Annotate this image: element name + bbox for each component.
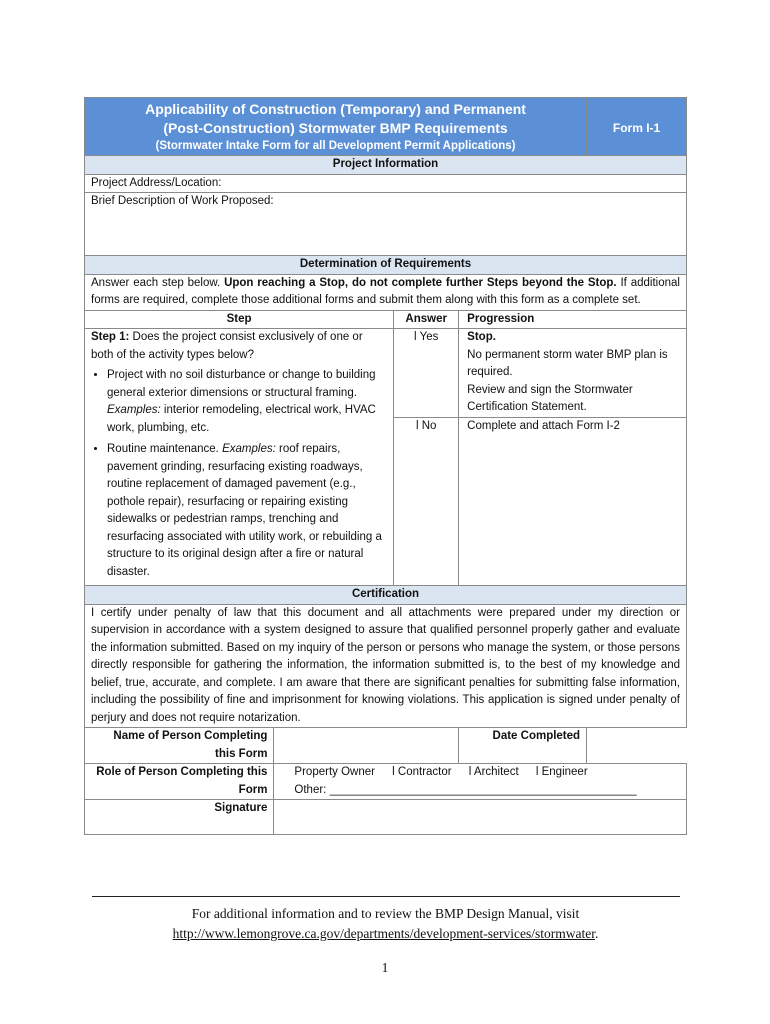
- column-header-step: Step: [85, 310, 394, 329]
- progression-review: Review and sign the Stormwater Certification Statement.: [467, 383, 633, 413]
- signature-label: Signature: [85, 800, 274, 835]
- role-other-label: Other:: [294, 783, 327, 796]
- progression-yes: [459, 329, 687, 418]
- footer: [84, 904, 687, 944]
- examples-label: Examples:: [107, 404, 161, 416]
- instructions-rest: If additional forms are required, complete those additional forms and submit them along with this form as a complete set.: [91, 276, 680, 306]
- role-label: Role of Person Completing this Form: [85, 764, 274, 800]
- form-id: Form I-1: [587, 98, 687, 156]
- step1-label: Step 1:: [91, 331, 130, 343]
- progression-stop: Stop.: [467, 331, 496, 343]
- role-option-architect[interactable]: l Architect: [468, 766, 519, 778]
- instructions-plain: Answer each step below.: [91, 276, 221, 289]
- role-other-input[interactable]: ________________________________________________: [329, 783, 637, 796]
- date-input[interactable]: [587, 728, 687, 764]
- column-header-answer: Answer: [394, 310, 459, 329]
- project-address-label: Project Address/Location:: [91, 176, 222, 189]
- requirements-heading: Determination of Requirements: [85, 256, 687, 275]
- footer-divider: [92, 896, 680, 897]
- page-number: 1: [381, 960, 389, 975]
- project-address-field[interactable]: [85, 174, 687, 193]
- date-label: Date Completed: [459, 728, 587, 764]
- certification-heading: Certification: [85, 586, 687, 605]
- role-option-contractor[interactable]: l Contractor: [392, 766, 452, 778]
- activity-item-text: Routine maintenance.: [107, 443, 219, 455]
- work-description-field[interactable]: [85, 193, 687, 256]
- activity-item-text: Project with no soil disturbance or change to building general exterior dimensions or structural framing.: [107, 369, 376, 399]
- activity-item-routine-maintenance: [107, 441, 387, 581]
- progression-no: Complete and attach Form I-2: [459, 417, 687, 586]
- activity-item-examples: roof repairs, pavement grinding, resurfacing existing roadways, routine replacement of damaged pavement (e.g., pothole repair), resurfacing or repairing existing sidewalks or pedestrian ramps, trenching and resurfacing associated with utility work, or rebuilding a structure to its original design after a fire or natural disaster.: [107, 443, 382, 578]
- column-header-progression: Progression: [459, 310, 687, 329]
- footer-text: For additional information and to review the BMP Design Manual, visit: [191, 906, 580, 921]
- form-page: [84, 97, 687, 835]
- instructions-bold: Upon reaching a Stop, do not complete further Steps beyond the Stop.: [224, 276, 617, 289]
- requirements-instructions: [85, 274, 687, 310]
- name-label: Name of Person Completing this Form: [85, 728, 274, 764]
- role-option-owner[interactable]: Property Owner: [294, 766, 375, 778]
- project-info-heading: Project Information: [85, 156, 687, 175]
- footer-link[interactable]: http://www.lemongrove.ca.gov/departments/development-services/stormwater: [172, 926, 595, 941]
- footer-link-suffix: .: [595, 926, 599, 941]
- work-description-label: Brief Description of Work Proposed:: [91, 195, 274, 207]
- answer-yes-checkbox[interactable]: l Yes: [394, 329, 459, 418]
- name-input[interactable]: [274, 728, 459, 764]
- role-options: [274, 764, 687, 800]
- activity-item-no-disturbance: [107, 367, 387, 437]
- stormwater-intake-form: [84, 97, 687, 835]
- form-title: [85, 98, 587, 156]
- activity-list: [91, 367, 387, 581]
- step1-cell: [85, 329, 394, 586]
- progression-no-plan: No permanent storm water BMP plan is required.: [467, 348, 668, 378]
- step1-question: Does the project consist exclusively of one or both of the activity types below?: [91, 331, 363, 361]
- form-subtitle: (Stormwater Intake Form for all Development Permit Applications): [155, 140, 516, 152]
- signature-input[interactable]: [274, 800, 687, 835]
- role-option-engineer[interactable]: l Engineer: [535, 766, 588, 778]
- activity-item-examples: interior remodeling, electrical work, HVAC work, plumbing, etc.: [107, 404, 376, 434]
- answer-no-checkbox[interactable]: l No: [394, 417, 459, 586]
- certification-statement: I certify under penalty of law that this document and all attachments were prepared under my direction or supervision in accordance with a system designed to assure that qualified personnel properly gather and evaluate the information submitted. Based on my inquiry of the person or persons who manage the system, or those persons directly responsible for gathering the information, the information submitted is, to the best of my knowledge and belief, true, accurate, and complete. I am aware that there are significant penalties for submitting false information, including the possibility of fine and imprisonment for knowing violations. This application is signed under penalty of perjury and does not require notarization.: [85, 604, 687, 728]
- form-title-line1: Applicability of Construction (Temporary) and Permanent: [145, 101, 526, 117]
- form-title-line2: (Post-Construction) Stormwater BMP Requirements: [163, 120, 508, 136]
- form-header-row: [85, 98, 687, 156]
- examples-label: Examples:: [222, 443, 276, 455]
